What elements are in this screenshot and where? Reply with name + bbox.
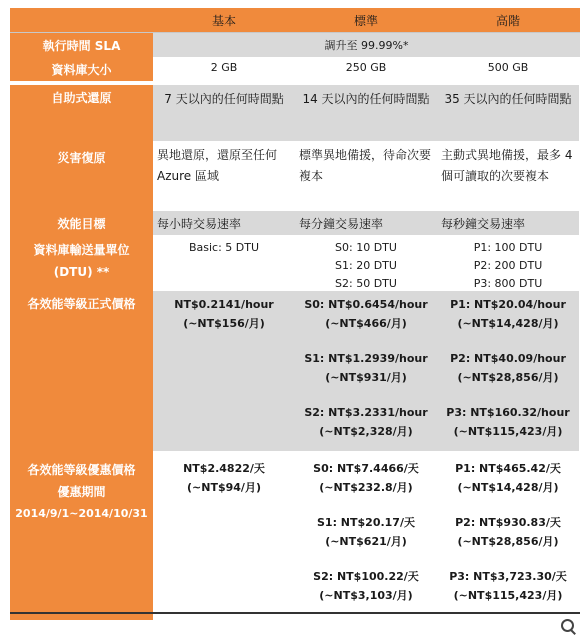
promo-price-s1-month: (~NT$621/月) [325,535,407,548]
regular-price-s0-month: (~NT$466/月) [325,317,407,330]
header-row [10,8,580,33]
sla-value: 調升至 99.99%* [153,33,580,57]
promo-price-p3-month: (~NT$115,423/月) [453,589,563,602]
promo-price-s2-month: (~NT$3,103/月) [319,589,413,602]
sla-row [10,33,580,57]
promo-price-label-line2: 優惠期間 [57,485,106,499]
dtu-standard-s0: S0: 10 DTU [335,241,397,254]
header-basic: 基本 [211,14,236,28]
sla-label: 執行時間 SLA [10,33,153,57]
promo-price-label [10,451,153,620]
self-restore-basic: 7 天以內的任何時間點 [153,85,295,141]
dtu-premium-p3: P3: 800 DTU [473,277,543,290]
disaster-recovery-basic: 異地還原，還原至任何 Azure 區域 [153,141,295,211]
dtu-premium [437,235,579,291]
dtu-label-line2: (DTU) ** [53,265,110,279]
self-restore-label: 自助式還原 [10,85,153,141]
perf-target-standard: 每分鐘交易速率 [295,211,437,235]
promo-price-s0-rate: S0: NT$7.4466/天 [313,462,419,475]
dtu-row [10,235,580,291]
perf-target-premium: 每秒鐘交易速率 [437,211,579,235]
dtu-standard-s1: S1: 20 DTU [335,259,397,272]
disaster-recovery-premium: 主動式異地備援，最多 4 個可讀取的次要複本 [437,141,579,211]
regular-price-basic-month: (~NT$156/月) [183,317,265,330]
regular-price-standard [295,291,437,451]
self-restore-standard: 14 天以內的任何時間點 [295,85,437,141]
promo-price-s1-rate: S1: NT$20.17/天 [317,516,415,529]
promo-price-premium [437,451,579,620]
dtu-premium-p2: P2: 200 DTU [473,259,543,272]
promo-price-basic [153,451,295,620]
self-restore-row [10,85,580,141]
regular-price-basic-rate: NT$0.2141/hour [174,298,274,311]
dtu-standard-s2: S2: 50 DTU [335,277,397,290]
zoom-in-icon[interactable] [560,618,578,636]
disaster-recovery-standard: 標準異地備援，待命次要複本 [295,141,437,211]
regular-price-p2-rate: P2: NT$40.09/hour [450,352,566,365]
dtu-label [10,235,153,291]
promo-price-basic-rate: NT$2.4822/天 [183,462,265,475]
pricing-table [10,8,580,612]
zoom-handle [570,629,576,635]
promo-price-p1-month: (~NT$14,428/月) [457,481,559,494]
regular-price-s1-rate: S1: NT$1.2939/hour [304,352,428,365]
regular-price-s1-month: (~NT$931/月) [325,371,407,384]
perf-target-label: 效能目標 [10,211,153,235]
regular-price-basic [153,291,295,451]
regular-price-p2-month: (~NT$28,856/月) [457,371,559,384]
db-size-label: 資料庫大小 [10,57,153,81]
promo-price-p2-month: (~NT$28,856/月) [457,535,559,548]
dtu-label-line1: 資料庫輸送量單位 [33,243,130,257]
regular-price-s2-month: (~NT$2,328/月) [319,425,413,438]
perf-target-row [10,211,580,235]
db-size-standard: 250 GB [295,57,437,95]
regular-price-s0-rate: S0: NT$0.6454/hour [304,298,428,311]
promo-price-basic-month: (~NT$94/月) [187,481,261,494]
promo-price-p2-rate: P2: NT$930.83/天 [455,516,561,529]
promo-price-row [10,451,580,620]
header-standard: 標準 [353,14,378,28]
dtu-basic [153,235,295,291]
disaster-recovery-label: 災害復原 [10,141,153,211]
regular-price-p1-rate: P1: NT$20.04/hour [450,298,566,311]
db-size-basic: 2 GB [153,57,295,95]
promo-price-s0-month: (~NT$232.8/月) [319,481,413,494]
regular-price-p1-month: (~NT$14,428/月) [457,317,559,330]
db-size-premium: 500 GB [437,57,579,95]
regular-price-label: 各效能等級正式價格 [10,291,153,451]
promo-price-label-line1: 各效能等級優惠價格 [27,463,136,477]
promo-price-p1-rate: P1: NT$465.42/天 [455,462,561,475]
self-restore-premium: 35 天以內的任何時間點 [437,85,579,141]
dtu-premium-p1: P1: 100 DTU [473,241,543,254]
promo-period: 2014/9/1~2014/10/31 [15,507,148,520]
regular-price-premium [437,291,579,451]
dtu-standard [295,235,437,291]
regular-price-row [10,291,580,451]
regular-price-s2-rate: S2: NT$3.2331/hour [304,406,428,419]
perf-target-basic: 每小時交易速率 [153,211,295,235]
dtu-basic-line: Basic: 5 DTU [188,241,260,254]
promo-price-s2-rate: S2: NT$100.22/天 [313,570,419,583]
promo-price-p3-rate: P3: NT$3,723.30/天 [449,570,567,583]
promo-price-standard [295,451,437,620]
table-bottom-rule [10,612,580,614]
regular-price-p3-rate: P3: NT$160.32/hour [446,406,570,419]
disaster-recovery-row [10,141,580,211]
header-premium: 高階 [495,14,520,28]
header-empty [10,8,153,32]
regular-price-p3-month: (~NT$115,423/月) [453,425,563,438]
